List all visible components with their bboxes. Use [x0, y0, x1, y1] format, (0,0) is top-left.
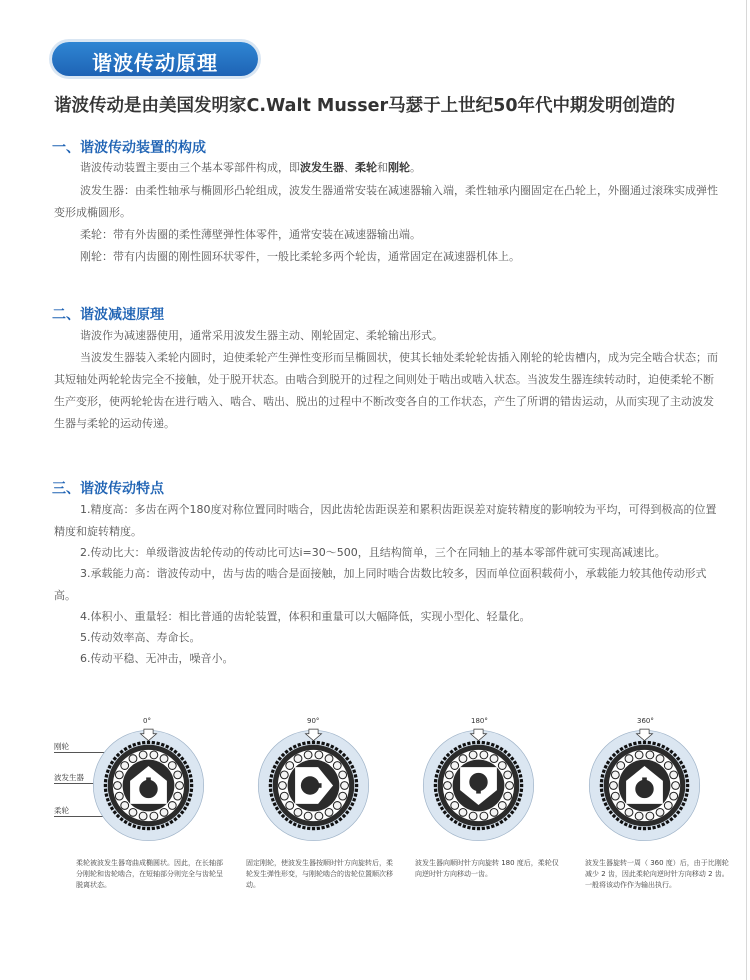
bearing-ball	[304, 812, 312, 820]
bearing-ball	[341, 782, 349, 790]
bearing-ball	[445, 792, 453, 800]
bearing-ball	[664, 762, 672, 770]
stage-caption: 柔轮被波发生器弯曲成椭圆状。因此，在长轴部分刚轮和齿轮啮合，在短轴部分则完全与齿轮呈脱离状态。	[76, 859, 223, 889]
gear-tooth	[190, 789, 194, 793]
bearing-ball	[160, 808, 168, 816]
feature-item: 3.承载能力高：谐波传动中，齿与齿的啮合是面接触，加上同时啮合齿数比较多，因而单位面积载荷小，承载能力较其他传动形式高。	[54, 567, 707, 602]
bearing-ball	[646, 751, 654, 759]
bearing-ball	[304, 751, 312, 759]
bearing-ball	[445, 771, 453, 779]
stage-caption: 波发生器旋转一周（ 360 度）后，由于比刚轮减少 2 齿，因此柔轮向逆时针方向移动 2 齿。一般将该动作作为输出执行。	[585, 859, 729, 889]
bearing-ball	[115, 771, 123, 779]
gear-tooth	[600, 784, 603, 787]
feature-item: 6.传动平稳、无冲击，噪音小。	[80, 652, 234, 665]
bearing-ball	[480, 751, 488, 759]
bearing-ball	[656, 808, 664, 816]
bearing-ball	[469, 751, 477, 759]
bearing-ball	[174, 792, 182, 800]
gear-tooth	[152, 741, 156, 745]
gear-tooth	[638, 827, 642, 831]
bearing-ball	[168, 802, 176, 810]
bearing-ball	[625, 755, 633, 763]
bearing-ball	[611, 792, 619, 800]
section1-para-intro: 谐波传动装置主要由三个基本零部件构成，即波发生器、柔轮和刚轮。	[80, 161, 421, 174]
gear-tooth	[600, 789, 604, 793]
bearing-ball	[635, 751, 643, 759]
bearing-ball	[168, 762, 176, 770]
term-circular-spline: 刚轮	[388, 161, 410, 174]
stage-angle: 180°	[471, 717, 488, 725]
gear-tooth	[482, 827, 486, 831]
gear-tooth	[648, 741, 652, 745]
bearing-ball	[635, 812, 643, 820]
stage-angle: 0°	[143, 717, 151, 725]
gear-tooth	[477, 827, 480, 830]
gear-tooth	[477, 741, 480, 744]
bearing-ball	[480, 812, 488, 820]
bearing-ball	[286, 802, 294, 810]
bearing-ball	[444, 782, 452, 790]
label-circular-spline: 刚轮	[54, 742, 69, 751]
section1-heading: 一、谐波传动装置的构成	[52, 140, 206, 156]
stage-angle: 90°	[307, 717, 320, 725]
gear-tooth	[269, 784, 272, 787]
bearing-ball	[506, 782, 514, 790]
gear-tooth	[104, 789, 108, 793]
gear-tooth	[472, 741, 476, 745]
gear-tooth	[190, 784, 193, 787]
bearing-ball	[469, 812, 477, 820]
bearing-ball	[656, 755, 664, 763]
gear-tooth	[643, 741, 646, 744]
gear-tooth	[312, 827, 315, 830]
stage-diagram-360	[587, 728, 702, 843]
gear-tooth	[434, 789, 438, 793]
bearing-ball	[325, 808, 333, 816]
keyway	[318, 783, 321, 788]
page-subtitle: 谐波传动是由美国发明家C.Walt Musser马瑟于上世纪50年代中期发明创造的	[54, 96, 675, 116]
bearing-ball	[451, 802, 459, 810]
bearing-ball	[333, 802, 341, 810]
gear-tooth	[434, 779, 438, 783]
gear-tooth	[312, 741, 315, 744]
bearing-ball	[498, 762, 506, 770]
bearing-ball	[459, 755, 467, 763]
bearing-ball	[504, 792, 512, 800]
bearing-ball	[325, 755, 333, 763]
bearing-ball	[339, 792, 347, 800]
gear-tooth	[269, 779, 273, 783]
bearing-ball	[286, 762, 294, 770]
section2-heading: 二、谐波减速原理	[52, 307, 164, 323]
feature-item: 5.传动效率高、寿命长。	[80, 631, 201, 644]
feature-item: 4.体积小、重量轻：相比普通的齿轮装置，体积和重量可以大幅降低，实现小型化、轻量化。	[80, 610, 531, 623]
bearing-ball	[451, 762, 459, 770]
stage-caption: 固定刚轮，使波发生器按顺时针方向旋转后，柔轮发生弹性形变，与刚轮啮合的齿轮位置顺次移动。	[246, 859, 393, 889]
bearing-ball	[333, 762, 341, 770]
stage-diagram-0	[91, 728, 206, 843]
gear-tooth	[147, 827, 150, 830]
section2-para-principle: 当波发生器装入柔轮内圆时，迫使柔轮产生弹性变形而呈椭圆状，使其长轴处柔轮轮齿插入刚轮的轮齿槽内，成为完全啮合状态；而其短轴处两轮轮齿完全不接触，处于脱开状态。由啮合到脱开的过程之间则处于啮出或啮入状态。当波发生器连续转动时，迫使柔轮不断生产变形，使两轮轮齿在进行啮入、啮合、啮出、脱出的过程中不断改变各自的工作状态，产生了所谓的错齿运动，从而实现了主动波发生器与柔轮的运动传递。	[54, 351, 718, 430]
gear-tooth	[472, 827, 476, 831]
title-banner	[52, 42, 258, 76]
feature-item: 2.传动比大：单级谐波齿轮传动的传动比可达i=30～500，且结构简单，三个在同轴上的基本零部件就可实现高减速比。	[80, 546, 666, 559]
section1-para-wave-generator: 波发生器：由柔性轴承与椭圆形凸轮组成，波发生器通常安装在减速器输入端，柔性轴承内圈固定在凸轮上，外圈通过滚珠实成弹性变形成椭圆形。	[54, 184, 718, 219]
gear-tooth	[190, 779, 194, 783]
bearing-ball	[459, 808, 467, 816]
gear-tooth	[434, 784, 437, 787]
gear-tooth	[355, 784, 358, 787]
section2-para-usage: 谐波作为减速器使用，通常采用波发生器主动、刚轮固定、柔轮输出形式。	[80, 329, 443, 342]
bearing-ball	[139, 812, 147, 820]
bearing-ball	[611, 771, 619, 779]
label-wave-generator: 波发生器	[54, 773, 84, 782]
bearing-ball	[664, 802, 672, 810]
gear-tooth	[104, 784, 107, 787]
gear-tooth	[142, 741, 146, 745]
gear-tooth	[317, 827, 321, 831]
gear-tooth	[355, 789, 359, 793]
term-flexspline: 柔轮	[355, 161, 377, 174]
bearing-ball	[504, 771, 512, 779]
bearing-ball	[625, 808, 633, 816]
shaft-hole	[469, 773, 487, 791]
page-edge-rule	[746, 0, 747, 980]
bearing-ball	[617, 802, 625, 810]
bearing-ball	[490, 755, 498, 763]
bearing-ball	[150, 812, 158, 820]
section3-heading: 三、谐波传动特点	[52, 481, 164, 497]
bearing-ball	[280, 792, 288, 800]
stage-diagram-180	[421, 728, 536, 843]
gear-tooth	[482, 741, 486, 745]
bearing-ball	[617, 762, 625, 770]
bearing-ball	[670, 771, 678, 779]
stage-diagram-90	[256, 728, 371, 843]
gear-tooth	[520, 784, 523, 787]
bearing-ball	[160, 755, 168, 763]
bearing-ball	[490, 808, 498, 816]
bearing-ball	[114, 782, 122, 790]
gear-tooth	[643, 827, 646, 830]
feature-item: 1.精度高：多齿在两个180度对称位置同时啮合，因此齿轮齿距误差和累积齿距误差对旋转精度的影响较为平均，可得到极高的位置精度和旋转精度。	[54, 503, 717, 538]
bearing-ball	[129, 755, 137, 763]
shaft-hole	[635, 780, 653, 798]
keyway	[476, 790, 481, 793]
bearing-ball	[115, 792, 123, 800]
bearing-ball	[339, 771, 347, 779]
bearing-ball	[315, 751, 323, 759]
bearing-ball	[121, 802, 129, 810]
bearing-ball	[174, 771, 182, 779]
bearing-ball	[610, 782, 618, 790]
bearing-ball	[129, 808, 137, 816]
bearing-ball	[150, 751, 158, 759]
bearing-ball	[176, 782, 184, 790]
bearing-ball	[646, 812, 654, 820]
bearing-ball	[294, 755, 302, 763]
bearing-ball	[139, 751, 147, 759]
label-flexspline: 柔轮	[54, 806, 69, 815]
section1-para-circular-spline: 刚轮：带有内齿圈的刚性圆环状零件，一般比柔轮多两个轮齿，通常固定在减速器机体上。	[80, 250, 520, 263]
bearing-ball	[294, 808, 302, 816]
bearing-ball	[670, 792, 678, 800]
page-title: 谐波传动原理	[92, 51, 218, 75]
bearing-ball	[121, 762, 129, 770]
stage-caption: 波发生器向顺时针方向旋转 180 度后，柔轮仅向逆时针方向移动一齿。	[415, 859, 559, 878]
gear-tooth	[520, 789, 524, 793]
bearing-ball	[672, 782, 680, 790]
gear-tooth	[686, 779, 690, 783]
gear-tooth	[355, 779, 359, 783]
gear-tooth	[317, 741, 321, 745]
gear-tooth	[152, 827, 156, 831]
gear-tooth	[147, 741, 150, 744]
gear-tooth	[307, 741, 311, 745]
bearing-ball	[315, 812, 323, 820]
gear-tooth	[142, 827, 146, 831]
shaft-hole	[139, 780, 157, 798]
section1-para-flexspline: 柔轮：带有外齿圈的柔性薄壁弹性体零件，通常安装在减速器输出端。	[80, 228, 421, 241]
gear-tooth	[686, 784, 689, 787]
gear-tooth	[638, 741, 642, 745]
gear-tooth	[269, 789, 273, 793]
gear-tooth	[648, 827, 652, 831]
gear-tooth	[104, 779, 108, 783]
shaft-hole	[301, 776, 319, 794]
keyway	[146, 777, 151, 780]
bearing-ball	[498, 802, 506, 810]
gear-tooth	[686, 789, 690, 793]
term-wave-generator: 波发生器	[300, 161, 344, 174]
bearing-ball	[279, 782, 287, 790]
stage-angle: 360°	[637, 717, 654, 725]
gear-tooth	[307, 827, 311, 831]
bearing-ball	[280, 771, 288, 779]
keyway	[642, 777, 647, 780]
gear-tooth	[520, 779, 524, 783]
gear-tooth	[600, 779, 604, 783]
